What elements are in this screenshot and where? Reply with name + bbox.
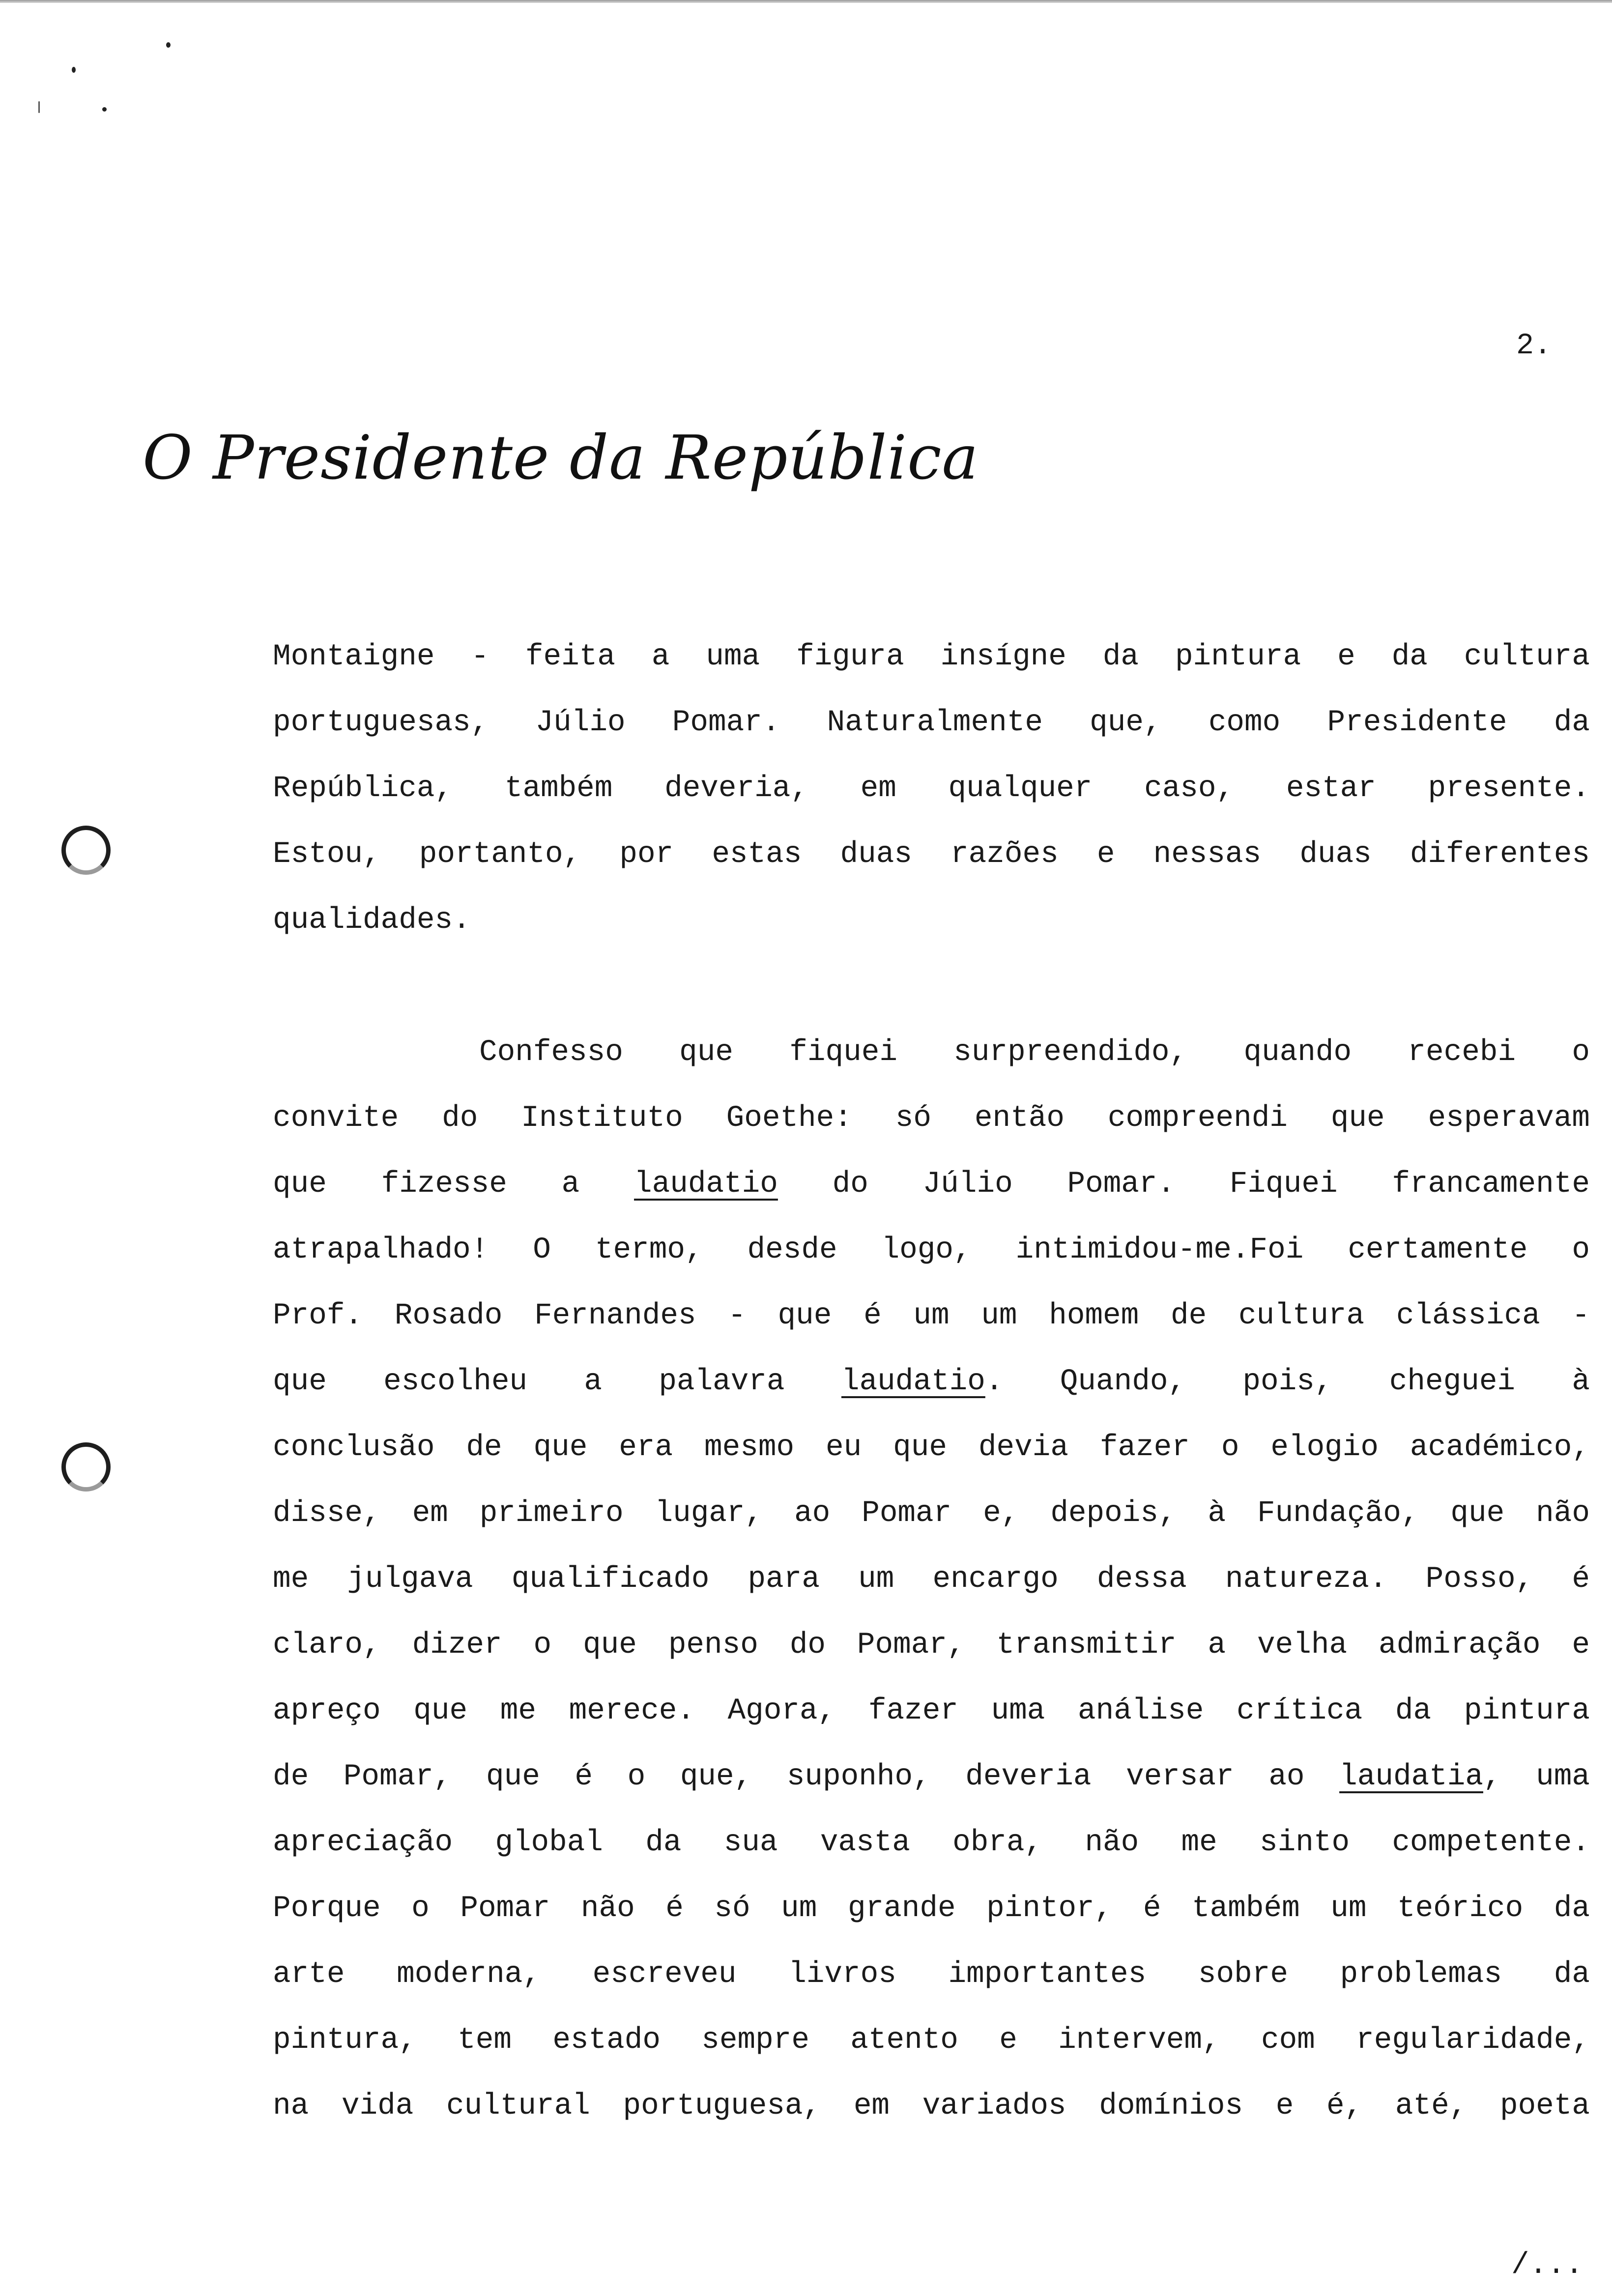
text-line: atrapalhado! O termo, desde logo, intimidou-me.Foi certamente o — [273, 1233, 1590, 1267]
text-line: Montaigne - feita a uma figura insígne da pintura e da cultura — [273, 640, 1590, 674]
text-line — [273, 1151, 1590, 1217]
underlined-word: laudatio — [634, 1167, 778, 1201]
text-run: , uma — [1483, 1760, 1590, 1794]
paragraph — [273, 1020, 1590, 2139]
paragraph — [273, 624, 1590, 953]
text-line: conclusão de que era mesmo eu que devia fazer o elogio académico, — [273, 1431, 1590, 1464]
text-run: do Júlio Pomar. Fiquei francamente — [777, 1167, 1590, 1201]
punch-hole — [61, 1442, 111, 1492]
text-line: portuguesas, Júlio Pomar. Naturalmente que, como Presidente da — [273, 706, 1590, 740]
continuation-mark: /... — [1511, 2248, 1583, 2282]
text-run: . Quando, pois, cheguei à — [985, 1365, 1590, 1399]
text-line: República, também deveria, em qualquer caso, estar presente. — [273, 772, 1590, 805]
text-line: claro, dizer o que penso do Pomar, transmitir a velha admiração e — [273, 1628, 1590, 1662]
page-number: 2. — [1516, 329, 1552, 363]
text-run: de Pomar, que é o que, suponho, deveria versar ao — [273, 1760, 1340, 1794]
text-line: disse, em primeiro lugar, ao Pomar e, depois, à Fundação, que não — [273, 1496, 1590, 1530]
text-line: Confesso que fiquei surpreendido, quando recebi o — [479, 1035, 1590, 1069]
underlined-word: laudatio — [841, 1365, 985, 1399]
text-line: Porque o Pomar não é só um grande pintor, é também um teórico da — [273, 1892, 1590, 1925]
text-run: que fizesse a — [273, 1167, 634, 1201]
text-line: na vida cultural portuguesa, em variados domínios e é, até, poeta — [273, 2089, 1590, 2123]
text-line: apreciação global da sua vasta obra, não me sinto competente. — [273, 1826, 1590, 1860]
underlined-word: laudatia — [1339, 1760, 1483, 1794]
text-line — [273, 1744, 1590, 1810]
scan-speck — [72, 67, 76, 73]
paragraph-gap — [273, 953, 1590, 1020]
letter-body — [273, 624, 1590, 2139]
text-run: que escolheu a palavra — [273, 1365, 841, 1399]
text-line: qualidades. — [273, 903, 471, 937]
text-line: arte moderna, escreveu livros importantes sobre problemas da — [273, 1957, 1590, 1991]
punch-hole — [61, 826, 111, 875]
scan-speck — [102, 107, 107, 112]
scan-speck — [38, 101, 40, 113]
text-line: Prof. Rosado Fernandes - que é um um homem de cultura clássica - — [273, 1299, 1590, 1333]
letterhead-title: O Presidente da República — [143, 423, 979, 493]
text-line: pintura, tem estado sempre atento e intervem, com regularidade, — [273, 2023, 1590, 2057]
text-line: apreço que me merece. Agora, fazer uma análise crítica da pintura — [273, 1694, 1590, 1728]
scan-speck — [166, 42, 171, 48]
scan-top-edge — [0, 0, 1612, 3]
text-line: me julgava qualificado para um encargo dessa natureza. Posso, é — [273, 1562, 1590, 1596]
text-line — [273, 1349, 1590, 1415]
text-line: Estou, portanto, por estas duas razões e nessas duas diferentes — [273, 837, 1590, 871]
text-line: convite do Instituto Goethe: só então compreendi que esperavam — [273, 1101, 1590, 1135]
